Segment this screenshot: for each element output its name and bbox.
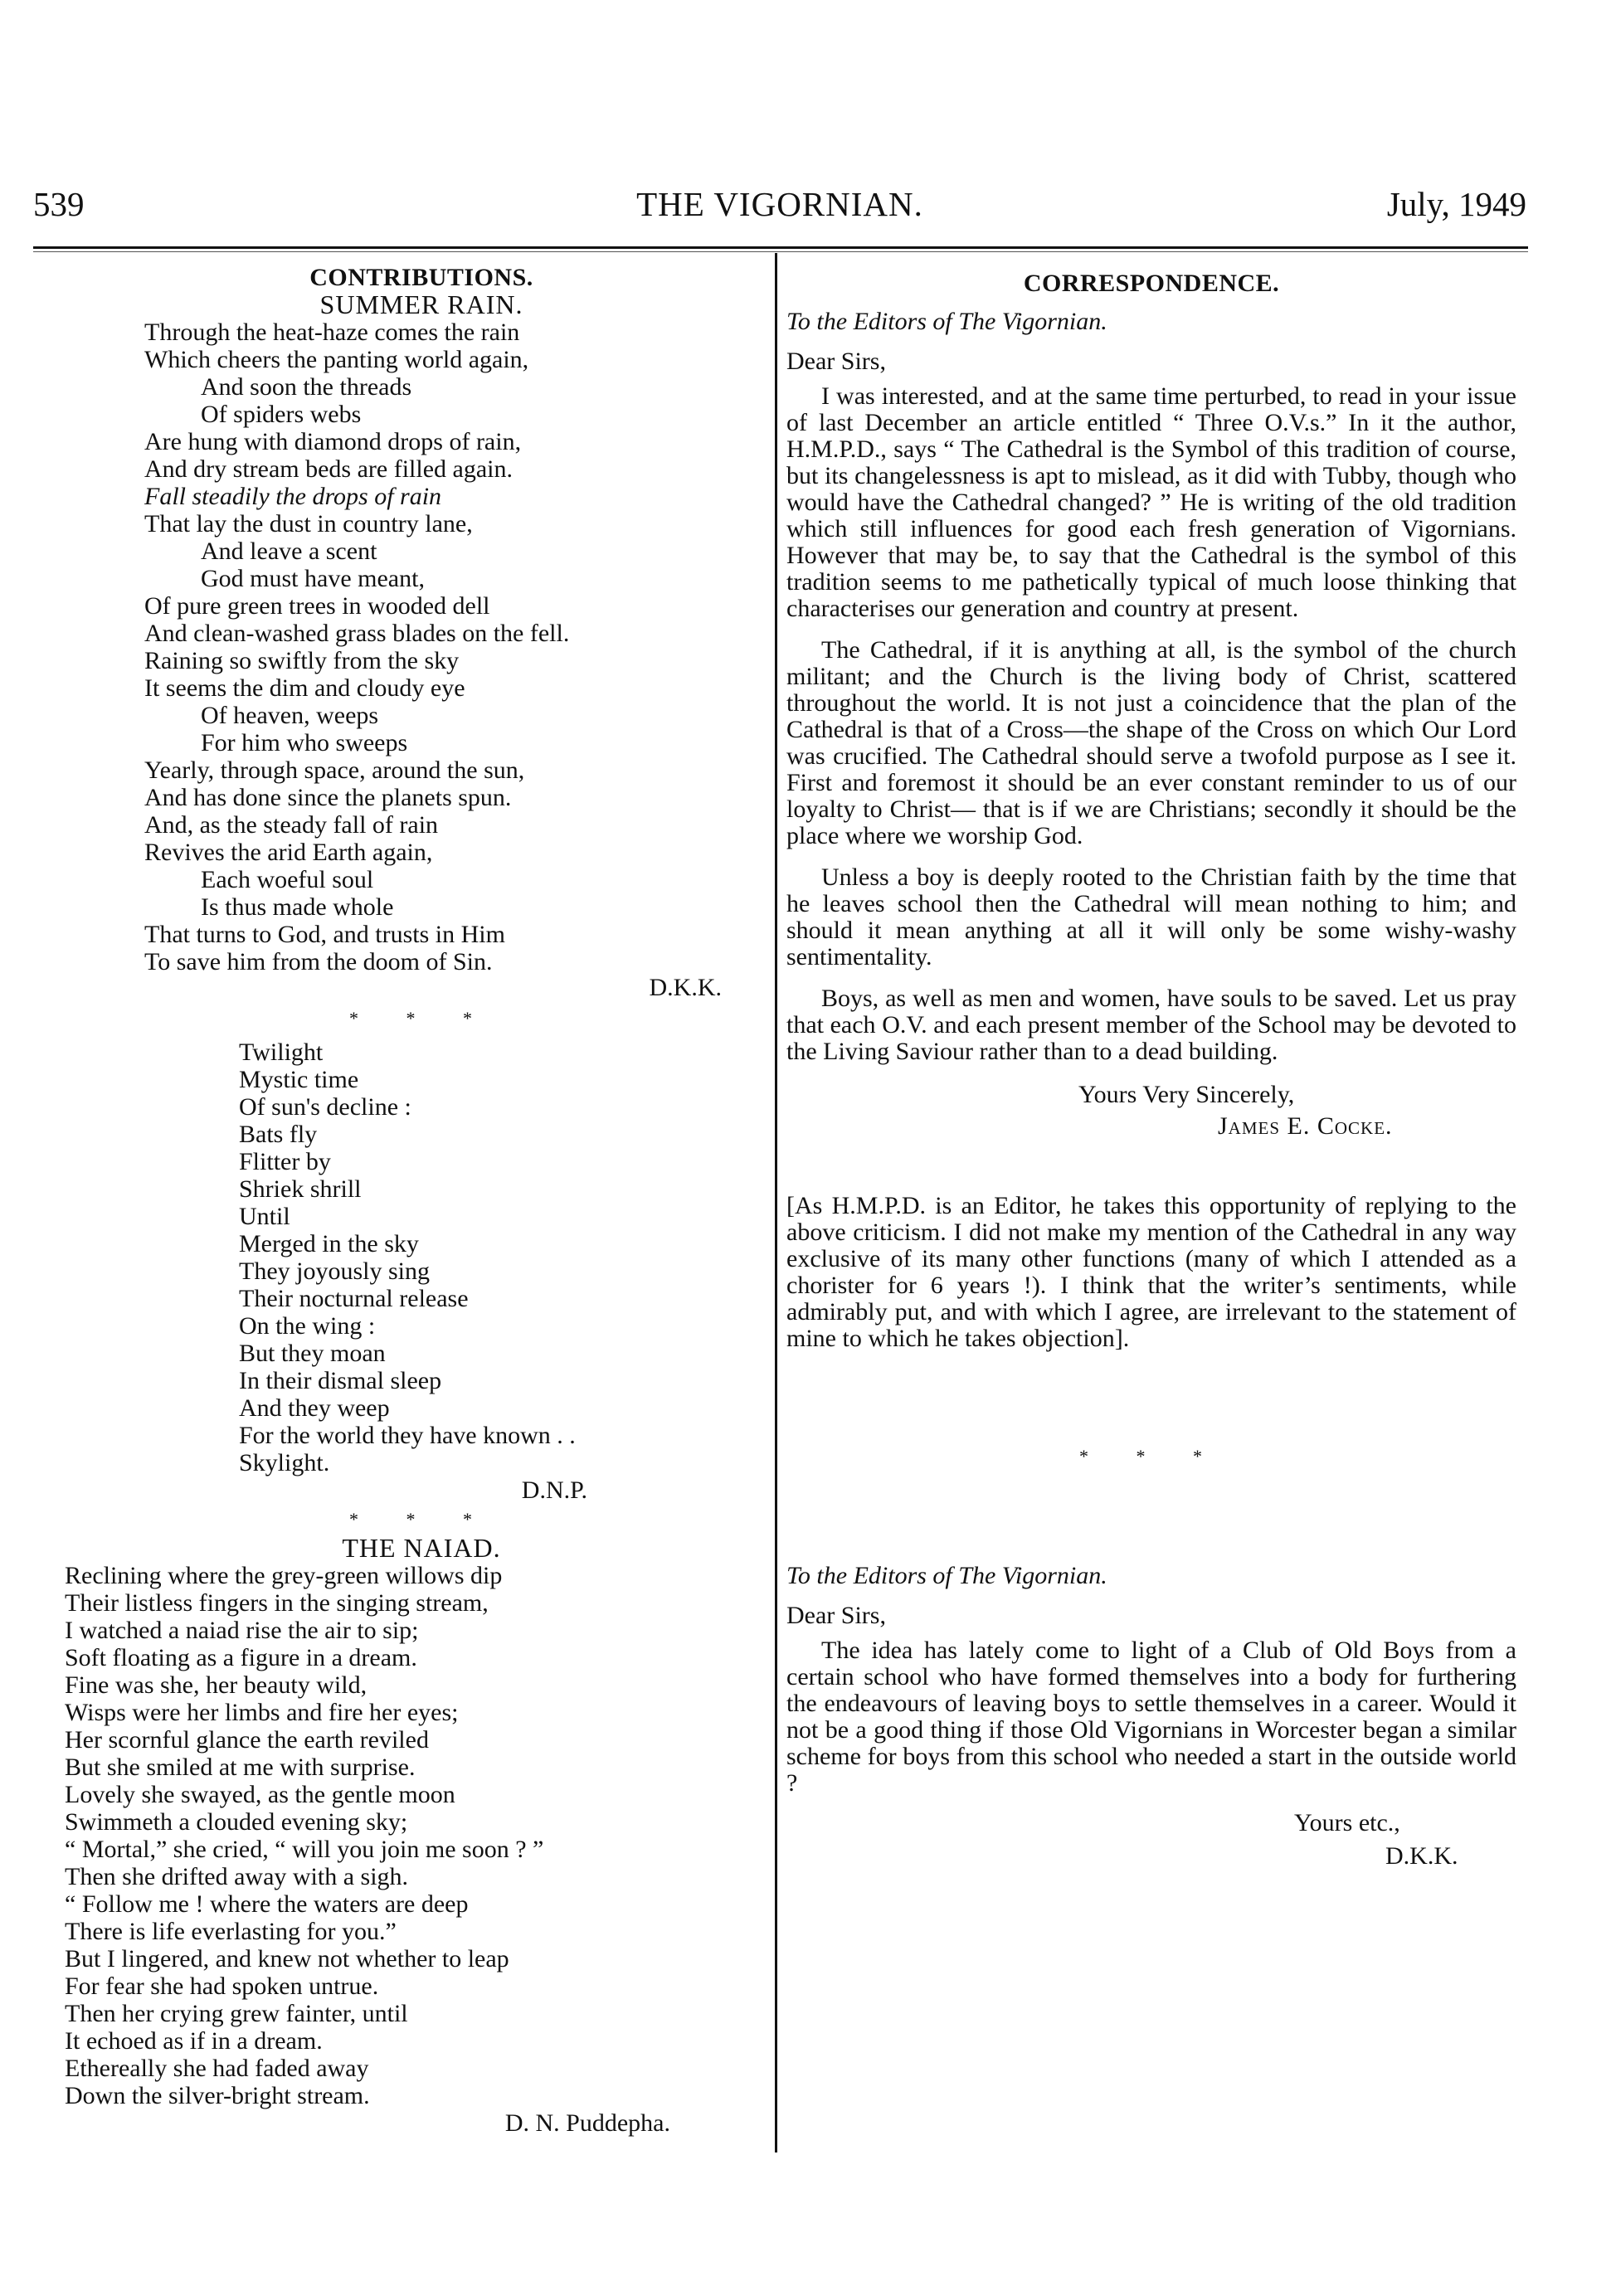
poem-line: For fear she had spoken untrue. (65, 1973, 379, 2000)
poem-line: Soft floating as a figure in a dream. (65, 1644, 417, 1671)
poem-line: “ Mortal,” she cried, “ will you join me soon ? ” (65, 1836, 544, 1863)
poem-line: For the world they have known . . (239, 1422, 576, 1449)
poem-line: I watched a naiad rise the air to sip; (65, 1617, 419, 1644)
correspondence-heading: CORRESPONDENCE. (1023, 270, 1280, 297)
poem-line: Yearly, through space, around the sun, (144, 756, 525, 784)
poem-line: God must have meant, (201, 565, 425, 592)
contributions-heading: CONTRIBUTIONS. (309, 264, 533, 291)
letter-paragraph: I was interested, and at the same time perturbed, to read in your issue of last December an article entitled “ Three O.V.s.” In it the author, H.M.P.D., says “ The Cathedral is the Symbol of this tradition of course, but its changelessness is apt to mislead, as it did with Tubby, though who would have the Cathedral changed? ” He is writing of the old tradition which still influences for good each fresh generation of Vigornians. However that may be, to say that the Cathedral is the symbol of this tradition seems to me pathetically typical of much loose thinking that characterises our generation and country at present. (786, 382, 1516, 622)
twilight-signature: D.N.P. (521, 1476, 587, 1504)
separator-stars: * * * (349, 1509, 494, 1530)
naiad-signature: D. N. Puddepha. (504, 2109, 670, 2137)
page-header (33, 184, 1526, 234)
letter2-closing: Yours etc., (1294, 1809, 1400, 1836)
poem-line: Then she drifted away with a sigh. (65, 1863, 409, 1890)
poem-line: Ethereally she had faded away (65, 2055, 369, 2082)
summer-rain-title: SUMMER RAIN. (319, 289, 523, 319)
poem-line: But I lingered, and knew not whether to leap (65, 1945, 509, 1973)
poem-line: It echoed as if in a dream. (65, 2027, 323, 2055)
column-divider (775, 253, 777, 2152)
contributions-column (65, 264, 745, 2137)
poem-line: For him who sweeps (201, 729, 408, 756)
poem-line: “ Follow me ! where the waters are deep (65, 1890, 469, 1918)
letter2-body (786, 1637, 1516, 1797)
naiad-title: THE NAIAD. (342, 1533, 501, 1563)
poem-line: But she smiled at me with surprise. (65, 1754, 416, 1781)
letter-paragraph: The Cathedral, if it is anything at all, is the symbol of the church militant; and the Church is the living body of Christ, scattered throughout the world. It is not just a coincidence that the plan of the Cathedral is that of a Cross—the shape of the Cross on which Our Lord was crucified. The Cathedral should serve a twofold purpose as I see it. First and foremost it should be an ever constant reminder to us of our loyalty to Christ— that is if we are Christians; secondly it should be the place where we worship God. (786, 636, 1516, 849)
poem-line: To save him from the doom of Sin. (144, 948, 493, 975)
poem-line: There is life everlasting for you.” (65, 1918, 397, 1945)
summer-rain-poem (144, 319, 745, 975)
letter1-salutation: Dear Sirs, (786, 348, 886, 375)
poem-line: That turns to God, and trusts in Him (144, 921, 505, 948)
summer-rain-signature: D.K.K. (649, 974, 722, 1001)
poem-line: Which cheers the panting world again, (144, 346, 529, 373)
poem-line: Twilight (239, 1039, 324, 1066)
poem-line: Their nocturnal release (239, 1285, 469, 1312)
letter1-signature: James E. Cocke. (1218, 1112, 1393, 1140)
poem-line: Mystic time (239, 1066, 359, 1093)
naiad-poem (65, 1562, 745, 2109)
poem-line: It seems the dim and cloudy eye (144, 674, 465, 702)
poem-line: And has done since the planets spun. (144, 784, 512, 811)
poem-line: Flitter by (239, 1148, 331, 1175)
poem-line: Then her crying grew fainter, until (65, 2000, 408, 2027)
poem-line: And soon the threads (201, 373, 412, 401)
poem-line: Of spiders webs (201, 401, 362, 428)
letter-paragraph: The idea has lately come to light of a Club of Old Boys from a certain school who have formed themselves into a body for furthering the endeavours of leaving boys to settle themselves in a career. Would it not be a good thing if those Old Vigornians in Worcester began a similar scheme for boys from this school who needed a start in the outside world ? (786, 1637, 1516, 1797)
correspondence-column (786, 270, 1516, 1870)
letter-paragraph: Boys, as well as men and women, have souls to be saved. Let us pray that each O.V. and each present member of the School may be devoted to the Living Saviour rather than to a dead building. (786, 985, 1516, 1065)
poem-line: Skylight. (239, 1449, 330, 1476)
poem-line: And, as the steady fall of rain (144, 811, 439, 839)
poem-line: Of sun's decline : (239, 1093, 411, 1121)
poem-line: Each woeful soul (201, 866, 374, 893)
poem-line: They joyously sing (239, 1257, 430, 1285)
poem-line: Are hung with diamond drops of rain, (144, 428, 522, 455)
editor-reply: [As H.M.P.D. is an Editor, he takes this opportunity of replying to the above criticism. I did not make my mention of the Cathedral in any way exclusive of its many other functions (many of which I attended as a chorister for 6 years !). I think that the writer’s sentiments, while admirably put, and with which I agree, are irrelevant to the statement of mine to which he takes objection]. (786, 1192, 1516, 1352)
letter2-addressee: To the Editors of The Vigornian. (786, 1562, 1107, 1589)
poem-line: Reclining where the grey-green willows dip (65, 1562, 503, 1589)
poem-line: Until (239, 1203, 290, 1230)
publication-title: THE VIGORNIAN. (636, 185, 923, 223)
poem-line: Of pure green trees in wooded dell (144, 592, 490, 620)
poem-line: Her scornful glance the earth reviled (65, 1726, 429, 1754)
letter1-addressee: To the Editors of The Vigornian. (786, 308, 1107, 335)
letter1-closing: Yours Very Sincerely, (1078, 1081, 1295, 1108)
poem-line: Merged in the sky (239, 1230, 419, 1257)
header-rule-thin (33, 251, 1528, 252)
poem-line: Bats fly (239, 1121, 318, 1148)
poem-line: Fall steadily the drops of rain (144, 483, 442, 510)
page-number: 539 (33, 185, 85, 223)
letter2-signature: D.K.K. (1385, 1842, 1458, 1870)
poem-line: Shriek shrill (239, 1175, 362, 1203)
poem-line: Wisps were her limbs and fire her eyes; (65, 1699, 459, 1726)
poem-line: Lovely she swayed, as the gentle moon (65, 1781, 455, 1808)
poem-line: That lay the dust in country lane, (144, 510, 473, 538)
separator-stars: * * * (1079, 1446, 1224, 1467)
twilight-poem (239, 1039, 745, 1476)
separator-stars: * * * (349, 1008, 494, 1029)
poem-line: And dry stream beds are filled again. (144, 455, 514, 483)
poem-line: Swimmeth a clouded evening sky; (65, 1808, 408, 1836)
poem-line: Down the silver-bright stream. (65, 2082, 370, 2109)
poem-line: Is thus made whole (201, 893, 394, 921)
letter2-salutation: Dear Sirs, (786, 1602, 886, 1629)
poem-line: And leave a scent (201, 538, 377, 565)
poem-line: In their dismal sleep (239, 1367, 442, 1394)
letter1-body (786, 383, 1516, 1065)
poem-line: Raining so swiftly from the sky (144, 647, 460, 674)
poem-line: And clean-washed grass blades on the fell. (144, 620, 570, 647)
poem-line: Of heaven, weeps (201, 702, 379, 729)
poem-line: But they moan (239, 1340, 386, 1367)
poem-line: Fine was she, her beauty wild, (65, 1671, 367, 1699)
poem-line: On the wing : (239, 1312, 376, 1340)
poem-line: Through the heat-haze comes the rain (144, 319, 520, 346)
issue-date: July, 1949 (1386, 185, 1526, 223)
letter-paragraph: Unless a boy is deeply rooted to the Christian faith by the time that he leaves school then the Cathedral will mean nothing to him; and should it mean anything at all it will only be some wishy-washy sentimentality. (786, 863, 1516, 970)
poem-line: Their listless fingers in the singing stream, (65, 1589, 489, 1617)
poem-line: And they weep (239, 1394, 390, 1422)
poem-line: Revives the arid Earth again, (144, 839, 433, 866)
header-rule (33, 246, 1528, 249)
